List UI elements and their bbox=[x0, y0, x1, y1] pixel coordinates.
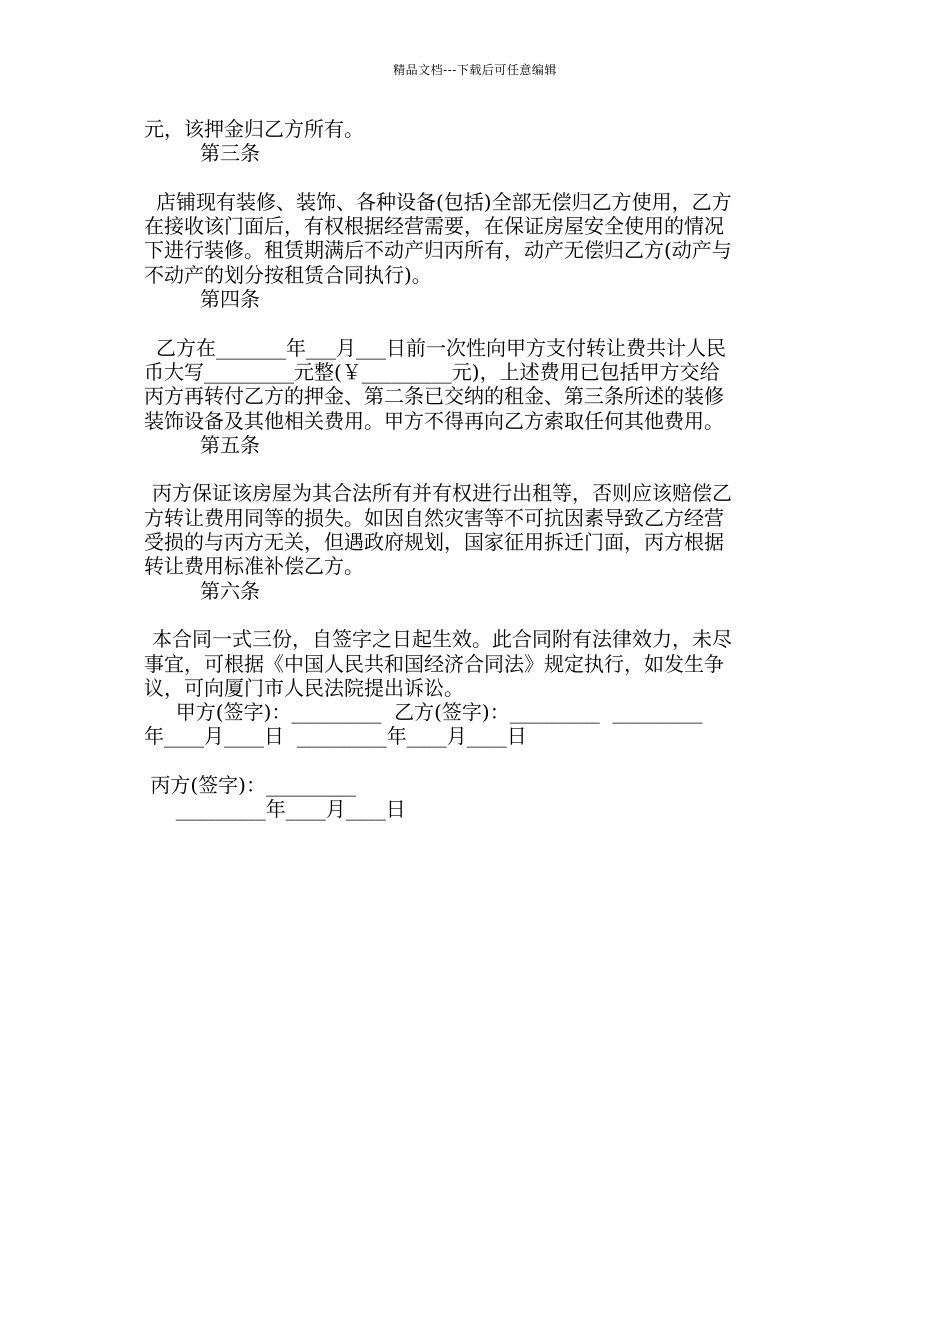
signature-date-party-c: _________年____月____日 bbox=[144, 797, 406, 822]
signature-date-line: 年____月____日 _________年____月____日 bbox=[144, 724, 527, 749]
article-5-line-2: 方转让费用同等的损失。如因自然灾害等不可抗因素导致乙方经营 bbox=[144, 505, 724, 530]
document-body bbox=[144, 117, 809, 822]
article-3-line-3: 下进行装修。租赁期满后不动产归丙所有，动产无偿归乙方(动产与 bbox=[144, 238, 732, 263]
article-6-line-2: 事宜，可根据《中国人民共和国经济合同法》规定执行，如发生争 bbox=[144, 651, 724, 676]
article-3-heading: 第三条 bbox=[200, 141, 260, 166]
article-4-line-3: 丙方再转付乙方的押金、第二条已交纳的租金、第三条所述的装修 bbox=[144, 384, 724, 409]
article-4-line-4: 装饰设备及其他相关费用。甲方不得再向乙方索取任何其他费用。 bbox=[144, 408, 724, 433]
spacer bbox=[144, 603, 809, 627]
spacer bbox=[144, 166, 809, 190]
signature-line-parties-a-b: 甲方(签字)：_________ 乙方(签字)：_________ _________ bbox=[144, 700, 703, 725]
article-4-line-1: 乙方在_______年___月___日前一次性向甲方支付转让费共计人民 bbox=[156, 335, 726, 360]
spacer bbox=[144, 311, 809, 335]
spacer bbox=[144, 749, 809, 773]
article-6-heading: 第六条 bbox=[200, 578, 260, 603]
article-3-line-1: 店铺现有装修、装饰、各种设备(包括)全部无偿归乙方使用，乙方 bbox=[156, 189, 732, 214]
article-3-line-2: 在接收该门面后，有权根据经营需要，在保证房屋安全使用的情况 bbox=[144, 214, 724, 239]
spacer bbox=[144, 457, 809, 481]
article-4-heading: 第四条 bbox=[200, 287, 260, 312]
article-5-line-1: 丙方保证该房屋为其合法所有并有权进行出租等，否则应该赔偿乙 bbox=[152, 481, 732, 506]
page-header: 精品文档---下载后可任意编辑 bbox=[393, 63, 557, 77]
article-5-heading: 第五条 bbox=[200, 432, 260, 457]
article-6-line-1: 本合同一式三份，自签字之日起生效。此合同附有法律效力，未尽 bbox=[152, 627, 732, 652]
article-5-line-3: 受损的与丙方无关，但遇政府规划，国家征用拆迁门面，丙方根据 bbox=[144, 530, 724, 555]
article-3-line-4: 不动产的划分按租赁合同执行)。 bbox=[144, 262, 432, 287]
article-6-line-3: 议，可向厦门市人民法院提出诉讼。 bbox=[144, 675, 464, 700]
article-4-line-2: 币大写_________元整(￥_________元)，上述费用已包括甲方交给 bbox=[144, 359, 720, 384]
article-5-line-4: 转让费用标准补偿乙方。 bbox=[144, 554, 364, 579]
signature-line-party-c: 丙方(签字)：_________ bbox=[144, 773, 356, 798]
opening-line: 元，该押金归乙方所有。 bbox=[144, 117, 364, 141]
